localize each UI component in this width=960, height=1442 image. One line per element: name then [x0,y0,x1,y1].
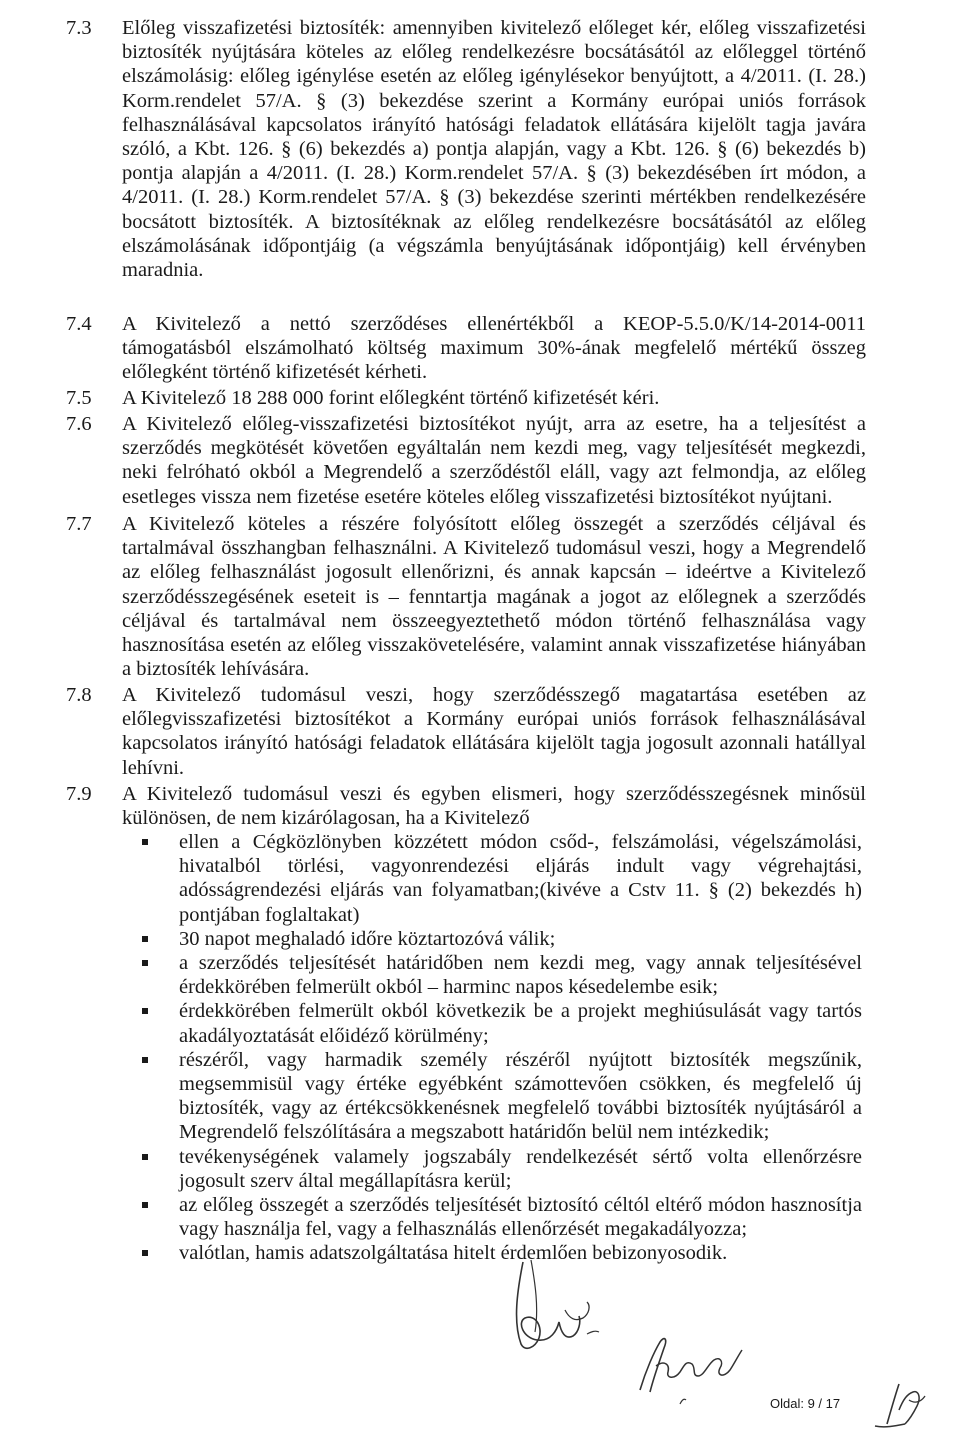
list-item: ellen a Cégközlönyben közzétett módon csőd-, felszámolási, végelszámolási, hivatalból törlési, vagyonrendezési eljárás indult vagy végrehajtási, adósságrendezési eljárás van folyamatban;(kivéve a Cstv 11. § (2) bekezdés h) pontjában foglaltakat) [122,830,862,927]
bullet-icon [142,1154,148,1160]
section-number: 7.9 [66,783,92,805]
page-number: Oldal: 9 / 17 [770,1396,841,1411]
bullet-icon [142,960,148,966]
section-number: 7.6 [66,413,92,435]
bullet-list [122,830,862,1266]
section-text: A Kivitelező a nettó szerződéses ellenértékből a KEOP-5.5.0/K/14-2014-0011 támogatásból elszámolható költség maximum 30%-ának megfelelő mértékű összeg előlegként történő kifizetését kérheti. [122,313,866,384]
bullet-icon [142,1008,148,1014]
list-item: 30 napot meghaladó időre köztartozóvá válik; [122,927,862,951]
bullet-icon [142,936,148,942]
section-text: A Kivitelező 18 288 000 forint előlegként történő kifizetését kéri. [122,387,660,409]
bullet-icon [142,839,148,845]
section-7-7 [66,512,866,681]
section-text: A Kivitelező tudomásul veszi és egyben elismeri, hogy szerződésszegésnek minősül különösen, de nem kizárólagosan, ha a Kivitelező [122,783,866,830]
initials-signature [865,1370,935,1440]
section-7-8 [66,683,866,780]
list-item: részéről, vagy harmadik személy részéről nyújtott biztosíték megszűnik, megsemmisül vagy értéke egyébként számottevően csökken, és megfelelő új biztosíték, vagy az értékcsökkenésnek megfelelő további biztosíték nyújtásáról a Megrendelő felszólítására a megszabott határidőn belül nem intézkedik; [122,1048,862,1145]
list-item: érdekkörében felmerült okból következik be a projekt meghiúsulását vagy tartós akadályoztatását előidéző körülmény; [122,999,862,1047]
section-number: 7.4 [66,313,92,335]
bullet-icon [142,1250,148,1256]
section-7-4 [66,312,866,385]
list-item: az előleg összegét a szerződés teljesítését biztosító céltól eltérő módon hasznosítja vagy használja fel, vagy a felhasználás ellenőrzését megakadályozza; [122,1193,862,1241]
list-item: tevékenységének valamely jogszabály rendelkezését sértő volta ellenőrzésre jogosult szerv által megállapításra kerül; [122,1145,862,1193]
section-7-3 [66,16,866,282]
section-7-6 [66,412,866,509]
section-number: 7.7 [66,513,92,535]
section-number: 7.3 [66,17,92,39]
section-7-5 [66,386,866,410]
signature-2 [620,1320,760,1410]
section-text: A Kivitelező köteles a részére folyósított előleg összegét a szerződés céljával és tartalmával összhangban felhasználni. A Kivitelező tudomásul veszi, hogy a Megrendelő az előleg felhasználást jogosult ellenőrizni, és annak kapcsán – ideértve a Kivitelező szerződésszegésének eseteit is – fenntartja magának a jogot az előlegnek a szerződés céljával és tartalmával nem összeegyeztethető módon történő felhasználása vagy hasznosítása esetén az előleg visszakövetelésére, valamint annak visszafizetése hiányában a biztosíték lehívására. [122,513,866,681]
section-number: 7.8 [66,684,92,706]
section-text: A Kivitelező előleg-visszafizetési biztosítékot nyújt, arra az esetre, ha a teljesítést a szerződés megkötését követően egyáltalán nem kezdi meg, vagy teljesítését megkezdi, neki felróható okból a Megrendelő a szerződéstől eláll, vagy azt felmondja, az előleg esetleges vissza nem fizetése esetére köteles előleg visszafizetési biztosítékot nyújtani. [122,413,866,508]
bullet-icon [142,1202,148,1208]
section-number: 7.5 [66,387,92,409]
section-text: A Kivitelező tudomásul veszi, hogy szerződésszegő magatartása esetében az előlegvisszafizetési biztosítékot a Kormány európai uniós források felhasználásával kapcsolatos irányító hatósági feladatok ellátására kijelölt tagja jogosult azonnali hatállyal lehívni. [122,684,866,779]
section-7-9 [66,782,866,830]
bullet-icon [142,1057,148,1063]
list-item: valótlan, hamis adatszolgáltatása hitelt érdemlően bebizonyosodik. [122,1241,862,1265]
list-item: a szerződés teljesítését határidőben nem kezdi meg, vagy annak teljesítésével érdekkörében felmerült okból – harminc napos késedelembe esik; [122,951,862,999]
signature-1 [495,1252,615,1362]
section-text: Előleg visszafizetési biztosíték: amennyiben kivitelező előleget kér, előleg visszafizetési biztosíték nyújtására köteles az előleg rendelkezésre bocsátásától az előleggel történő elszámolásig: előleg igénylése esetén az előleg igénylésekor benyújtott, a 4/2011. (I. 28.) Korm.rendelet 57/A. § (3) bekezdése szerint a Kormány európai uniós források felhasználásával kapcsolatos irányító hatósági feladatok ellátására kijelölt tagja javára szóló, a Kbt. 126. § (6) bekezdés a) pontja alapján, vagy a Kbt. 126. § (6) bekezdés b) pontja alapján a 4/2011. (I. 28.) Korm.rendelet 57/A. § (3) bekezdésében írt módon, a 4/2011. (I. 28.) Korm.rendelet 57/A. § (3) bekezdése szerinti mértékben rendelkezésére bocsátott biztosíték. A biztosítéknak az előleg rendelkezésre bocsátásától az előleg elszámolásának időpontjáig (a végszámla benyújtásának időpontjáig) kell érvényben maradnia. [122,17,866,282]
